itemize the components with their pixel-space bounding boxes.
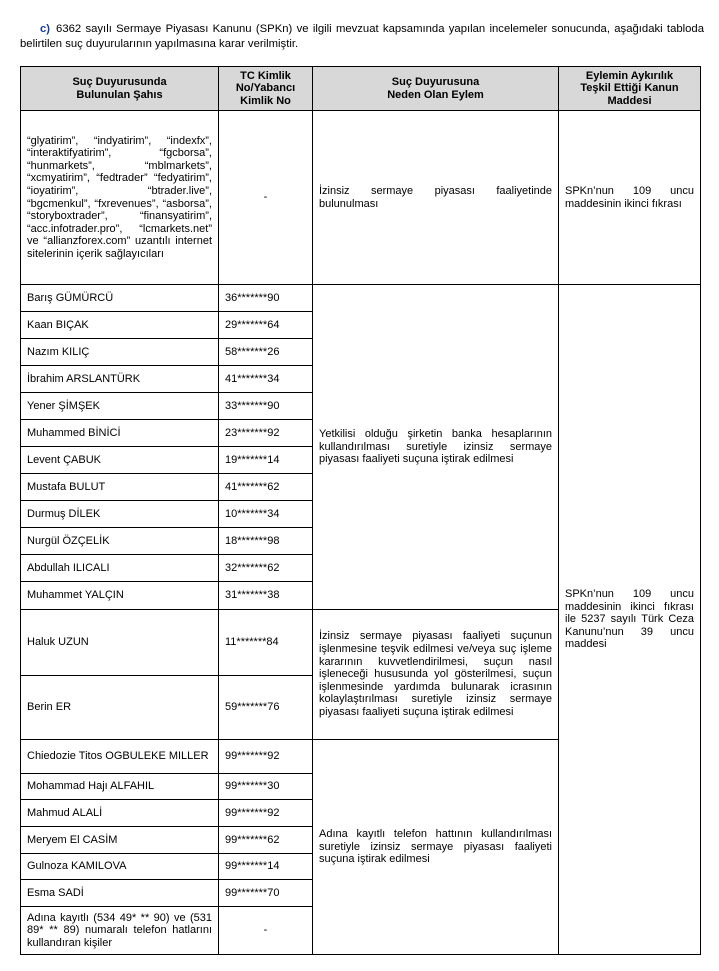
person-tc: 11*******84 — [219, 610, 313, 676]
person-name: Abdullah ILICALI — [21, 555, 219, 582]
person-tc: 36*******90 — [219, 285, 313, 312]
person-name: Muhammed BİNİCİ — [21, 420, 219, 447]
person-name: Esma SADİ — [21, 880, 219, 907]
header-tc: TC Kimlik No/Yabancı Kimlik No — [219, 67, 313, 111]
person-tc: 99*******70 — [219, 880, 313, 907]
person-tc: 33*******90 — [219, 393, 313, 420]
person-tc: 99*******14 — [219, 854, 313, 880]
person-name: Gulnoza KAMILOVA — [21, 854, 219, 880]
phone-holders-name: Adına kayıtlı (534 49* ** 90) ve (531 89* ** 89) numaralı telefon hatlarını kullandıran kişiler — [21, 907, 219, 955]
table-row — [21, 285, 701, 312]
person-name: Durmuş DİLEK — [21, 501, 219, 528]
person-tc: 10*******34 — [219, 501, 313, 528]
person-tc: 58*******26 — [219, 339, 313, 366]
person-tc: 99*******92 — [219, 740, 313, 774]
header-act: Suç Duyurusuna Neden Olan Eylem — [313, 67, 559, 111]
websites-cell: “glyatirim”, “indyatirim”, “indexfx”, “interaktifyatirim”, “fgcborsa”, “hunmarkets”, “mblmarkets”, “xcmyatirim”, “fedtrader” “fedyatirim”, “ioyatirim”, “btrader.live”, “bgcmenkul”, “fxrevenues”, “asborsa”, “storyboxtrader”, “finansyatirim”, “acc.infotrader.pro”, “lcmarkets.net” ve “allianzforex.com” uzantılı internet sitelerinin içerik sağlayıcıları — [21, 111, 219, 285]
person-tc: 29*******64 — [219, 312, 313, 339]
group1-act: Yetkilisi olduğu şirketin banka hesaplarının kullandırılması suretiyle izinsiz sermaye piyasası faaliyeti suçuna iştirak edilmesi — [313, 285, 559, 610]
person-name: Barış GÜMÜRCÜ — [21, 285, 219, 312]
person-name: Meryem El CASİM — [21, 827, 219, 854]
person-name: Mohammad Hajı ALFAHIL — [21, 774, 219, 800]
shared-law: SPKn’nun 109 uncu maddesinin ikinci fıkrası ile 5237 sayılı Türk Ceza Kanunu’nun 39 uncu maddesi — [559, 285, 701, 955]
person-name: Nurgül ÖZÇELİK — [21, 528, 219, 555]
person-name: Chiedozie Titos OGBULEKE MILLER — [21, 740, 219, 774]
person-tc: 31*******38 — [219, 582, 313, 610]
person-tc: 59*******76 — [219, 676, 313, 740]
person-name: Kaan BIÇAK — [21, 312, 219, 339]
person-name: Muhammet YALÇIN — [21, 582, 219, 610]
header-law: Eylemin Aykırılık Teşkil Ettiği Kanun Maddesi — [559, 67, 701, 111]
header-row — [21, 67, 701, 111]
person-name: Haluk UZUN — [21, 610, 219, 676]
websites-law: SPKn’nun 109 uncu maddesinin ikinci fıkrası — [559, 111, 701, 285]
intro-text: 6362 sayılı Sermaye Piyasası Kanunu (SPKn) ve ilgili mevzuat kapsamında yapılan incelemeler sonucunda, aşağıdaki tabloda belirtilen suç duyurularının yapılmasına karar verilmiştir. — [20, 23, 704, 50]
group2-act: İzinsiz sermaye piyasası faaliyeti suçunun işlenmesine teşvik edilmesi ve/veya suç işleme kararının kuvvetlendirilmesi, suçun nasıl işleneceği hususunda yol gösterilmesi, suçun işlenmesinde yardımda bulunarak icrasının kolaylaştırılması suretiyle izinsiz sermaye piyasası faaliyeti suçuna iştirak edilmesi — [313, 610, 559, 740]
person-tc: 19*******14 — [219, 447, 313, 474]
header-person: Suç Duyurusunda Bulunulan Şahıs — [21, 67, 219, 111]
person-tc: 99*******62 — [219, 827, 313, 854]
person-tc: 99*******92 — [219, 800, 313, 827]
person-tc: 18*******98 — [219, 528, 313, 555]
table-row-websites — [21, 111, 701, 285]
person-name: Yener ŞİMŞEK — [21, 393, 219, 420]
section-label: c) — [40, 23, 51, 35]
websites-tc: - — [219, 111, 313, 285]
person-name: Levent ÇABUK — [21, 447, 219, 474]
websites-act: İzinsiz sermaye piyasası faaliyetinde bulunulması — [313, 111, 559, 285]
person-tc: 41*******62 — [219, 474, 313, 501]
intro-paragraph — [20, 22, 704, 52]
person-tc: 32*******62 — [219, 555, 313, 582]
person-name: Berin ER — [21, 676, 219, 740]
person-tc: 99*******30 — [219, 774, 313, 800]
person-name: Mustafa BULUT — [21, 474, 219, 501]
person-name: İbrahim ARSLANTÜRK — [21, 366, 219, 393]
person-tc: 41*******34 — [219, 366, 313, 393]
criminal-complaints-table — [20, 66, 701, 955]
person-name: Mahmud ALALİ — [21, 800, 219, 827]
phone-holders-tc: - — [219, 907, 313, 955]
group3-act: Adına kayıtlı telefon hattının kullandırılması suretiyle izinsiz sermaye piyasası faaliyeti suçuna iştirak edilmesi — [313, 740, 559, 955]
person-tc: 23*******92 — [219, 420, 313, 447]
person-name: Nazım KILIÇ — [21, 339, 219, 366]
